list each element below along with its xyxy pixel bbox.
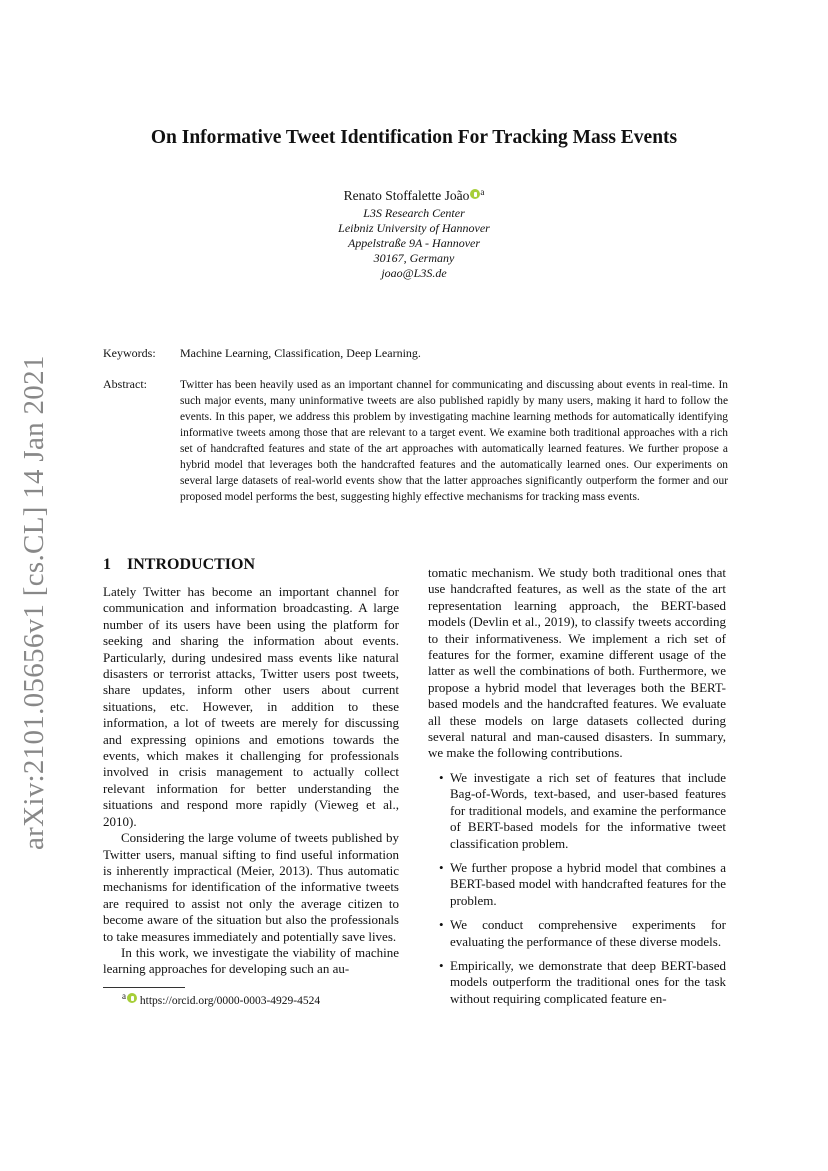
section-number: 1: [103, 556, 111, 573]
contributions-list: [428, 770, 726, 1007]
author-superscript: a: [480, 187, 485, 197]
orcid-icon: [127, 993, 137, 1003]
intro-paragraph: Lately Twitter has become an important channel for communication and information broadcasting. A large number of its users have been using the platform for seeking and sharing the information about events. Particularly, during undesired mass events like natural disasters or terrorist attacks, Twitter users post tweets, share updates, inform other users about current situations, etc. However, in addition to these information, a lot of tweets are merely for discussing and expressing opinions and emotions towards the events, which makes it challenging for professionals involved in crisis management to actually collect relevant information for better understanding the situations and respond more rapidly (Vieweg et al., 2010).: [103, 584, 399, 829]
orcid-icon[interactable]: [470, 189, 480, 199]
intro-paragraph: Considering the large volume of tweets published by Twitter users, manual sifting to find useful information is inherently impractical (Meier, 2013). Thus automatic mechanisms for identification of the informative tweets are required to assist not only the average citizen to become aware of the situation but also the professionals to take measures immediately and potentially save lives.: [103, 830, 399, 944]
section-heading: [103, 556, 255, 574]
left-column: [103, 584, 399, 978]
affiliation-block: [0, 206, 828, 281]
contribution-item: • We investigate a rich set of features that include Bag-of-Words, text-based, and user-based features for traditional models, and examine the performance of BERT-based models for the informative tweet classification problem.: [428, 770, 726, 852]
author-line: [0, 187, 828, 204]
intro-paragraph: In this work, we investigate the viability of machine learning approaches for developing such an au-: [103, 944, 399, 977]
author-name: Renato Stoffalette João: [343, 188, 470, 203]
section-title: INTRODUCTION: [127, 556, 256, 573]
affiliation-line: Leibniz University of Hannover: [338, 221, 490, 235]
orcid-link[interactable]: https://orcid.org/0000-0003-4929-4524: [139, 995, 321, 1007]
affiliation-line: L3S Research Center: [363, 206, 465, 220]
affiliation-line: Appelstraße 9A - Hannover: [347, 236, 481, 250]
footnote: [122, 991, 320, 1007]
author-email: joao@L3S.de: [381, 266, 447, 280]
abstract-text: Twitter has been heavily used as an important channel for communicating and discussing about events in real-time. In such major events, many uninformative tweets are also published rapidly by many users, making it hard to follow the events. In this paper, we address this problem by investigating machine learning methods for automatically identifying informative tweets among those that are relevant to a target event. We examine both traditional approaches with a rich set of handcrafted features and state of the art approaches with automatically learned features. We further propose a hybrid model that leverages both the handcrafted features and the automatically learned ones. Our experiments on several large datasets of real-world events show that the latter approaches significantly outperform the former and our proposed model performs the best, suggesting highly effective mechanisms for tracking mass events.: [180, 379, 728, 503]
contribution-item: • We conduct comprehensive experiments for evaluating the performance of these diverse models.: [428, 917, 726, 950]
contribution-item: • We further propose a hybrid model that combines a BERT-based model with handcrafted features for the problem.: [428, 860, 726, 909]
contribution-item: • Empirically, we demonstrate that deep BERT-based models outperform the traditional ones for the task without requiring complicated feature en-: [428, 958, 726, 1007]
keywords-text: Machine Learning, Classification, Deep Learning.: [180, 346, 421, 360]
intro-paragraph-continued: tomatic mechanism. We study both traditional ones that use handcrafted features, as well as the state of the art representation learning approach, the BERT-based models (Devlin et al., 2019), to classify tweets according to their informativeness. We implement a rich set of features for the former, examine different usage of the latter as well the combinations of both. Furthermore, we propose a hybrid model that leverages both the BERT-based models and the handcrafted features. We evaluate all these models on large datasets collected during several natural and man-caused disasters. In summary, we make the following contributions.: [428, 565, 726, 761]
affiliation-line: 30167, Germany: [373, 251, 455, 265]
arxiv-stamp: arXiv:2101.05656v1 [cs.CL] 14 Jan 2021: [18, 355, 50, 850]
footnote-marker: a: [122, 991, 126, 1001]
paper-title: On Informative Tweet Identification For Tracking Mass Events: [150, 127, 678, 148]
keywords-label: Keywords:: [103, 346, 156, 360]
right-column: [428, 565, 726, 1015]
footnote-rule: [103, 987, 185, 988]
abstract-label: Abstract:: [103, 377, 147, 391]
